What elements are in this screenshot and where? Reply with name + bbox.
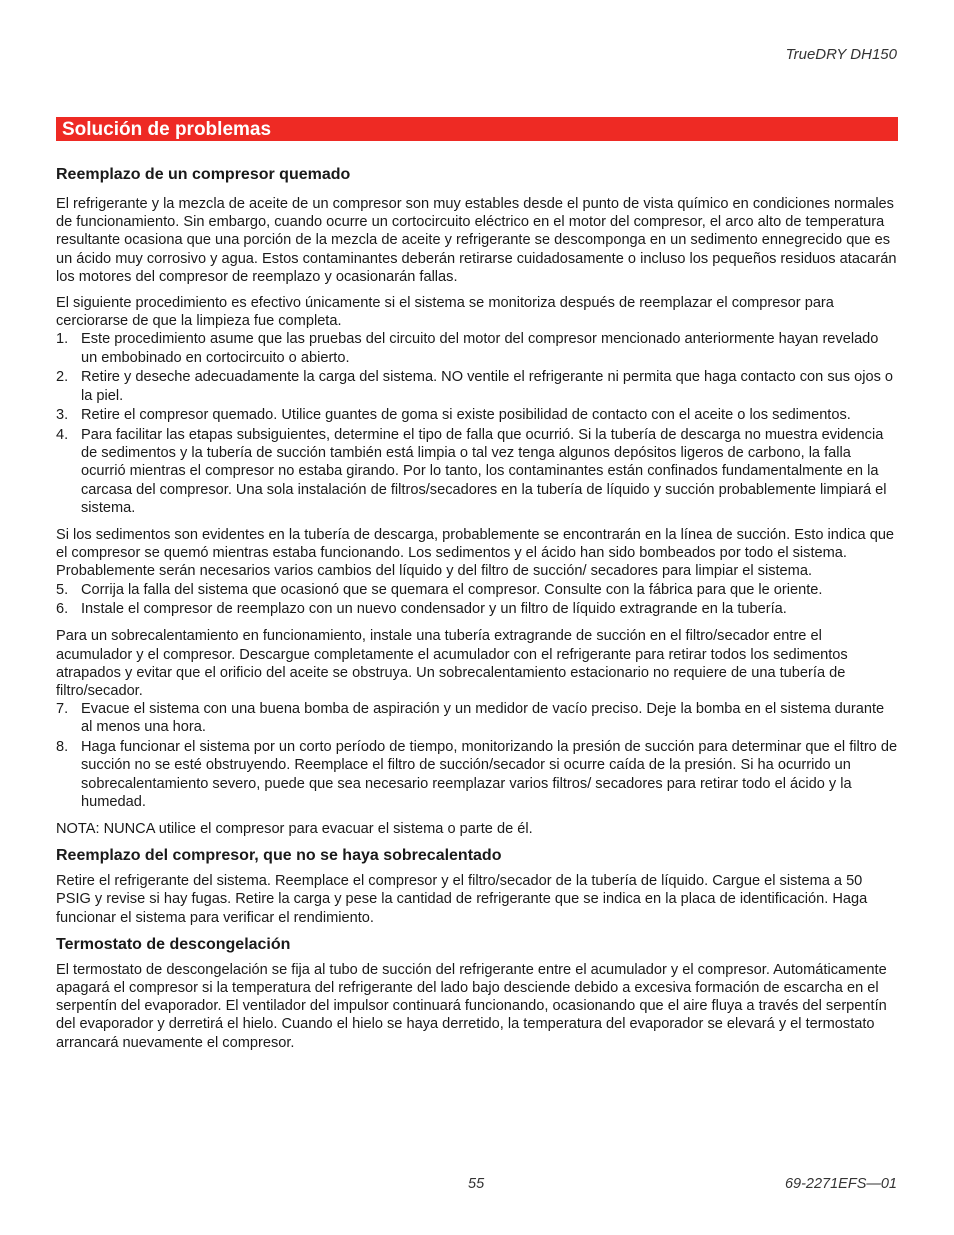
list-item	[56, 600, 898, 618]
step-number: 3.	[56, 407, 69, 424]
list-item	[56, 330, 898, 366]
list-item	[56, 406, 898, 424]
step-text: Para facilitar las etapas subsiguientes, determine el tipo de falla que ocurrió. Si la tubería de descarga no muestra evidencia de sedimentos y la tubería de succión también está limpia o tal vez tenga algunos depósitos ligeros de carbono, la falla ocurrió mientras el compresor no estaba girando. Por lo tanto, los contaminantes están confinados fundamentalmente en la carcasa del compresor. Una sola instalación de filtros/secadores en la tubería de líquido y succión probablemente limpiará el sistema.	[81, 426, 887, 516]
step-text: Corrija la falla del sistema que ocasionó que se quemara el compresor. Consulte con la fábrica para que le oriente.	[81, 581, 823, 598]
steps-list-3	[56, 700, 898, 811]
section-non-burnout	[56, 846, 898, 927]
steps-list-2	[56, 581, 898, 619]
list-item	[56, 581, 898, 599]
step-number: 6.	[56, 601, 69, 618]
steps-list-1	[56, 330, 898, 517]
step-text: Evacue el sistema con una buena bomba de aspiración y un medidor de vacío preciso. Deje la bomba en el sistema durante al menos una hora.	[81, 701, 885, 736]
step-number: 1.	[56, 331, 69, 348]
section-title-bar: Solución de problemas	[56, 117, 898, 141]
step-number: 5.	[56, 581, 69, 598]
list-item	[56, 738, 898, 811]
paragraph: Retire el refrigerante del sistema. Reemplace el compresor y el filtro/secador de la tubería de líquido. Cargue el sistema a 50 PSIG y revise si hay fugas. Retire la carga y pese la cantidad de refrigerante que se indica en la placa de identificación. Haga funcionar el sistema para verificar el rendimiento.	[56, 873, 868, 926]
step-text: Haga funcionar el sistema por un corto período de tiempo, monitorizando la presión de succión para determinar que el filtro de succión no se esté obstruyendo. Reemplace el filtro de succión/secador si ocurre caída de la presión. Si ha ocurrido un sobrecalentamiento severo, puede que sea necesario reemplazar varios filtros/ secadores para retirar todo el ácido y la humedad.	[81, 739, 898, 810]
running-header-product: TrueDRY DH150	[785, 46, 897, 63]
step-number: 7.	[56, 701, 69, 718]
paragraph: Para un sobrecalentamiento en funcionamiento, instale una tubería extragrande de succión en el filtro/secador entre el acumulador y el compresor. Descargue completamente el acumulador con el refrigerante para retirar todos los sedimentos atrapados y evitar que el orificio del aceite se obstruya. Un sobrecalentamiento estacionario no requiere de una tubería de filtro/secador.	[56, 628, 848, 700]
page-number: 55	[468, 1176, 485, 1192]
section-defrost-thermostat	[56, 935, 898, 1052]
document-number: 69-2271EFS—01	[784, 1176, 897, 1192]
list-item	[56, 700, 898, 736]
heading-non-burnout: Reemplazo del compresor, que no se haya sobrecalentado	[56, 847, 502, 865]
step-number: 4.	[56, 426, 69, 443]
step-text: Retire el compresor quemado. Utilice guantes de goma si existe posibilidad de contacto con el aceite o los sedimentos.	[81, 407, 851, 424]
paragraph: El termostato de descongelación se fija al tubo de succión del refrigerante entre el acumulador y el compresor. Automáticamente apagará el compresor si la temperatura del refrigerante del lado bajo desciende debido a excesiva formación de escarcha en el serpentín del evaporador. El ventilador del impulsor continuará funcionando, ocasionando que el aire fluya a través del serpentín del evaporador y derretirá el hielo. Cuando el hielo se haya derretido, la temperatura del evaporador se elevará y el termostato arrancará nuevamente el compresor.	[56, 961, 887, 1051]
step-text: Instale el compresor de reemplazo con un nuevo condensador y un filtro de líquido extragrande en la tubería.	[81, 601, 787, 618]
paragraph: El siguiente procedimiento es efectivo únicamente si el sistema se monitoriza después de reemplazar el compresor para cerciorarse de que la limpieza fue completa.	[56, 295, 834, 330]
heading-compressor-burnout: Reemplazo de un compresor quemado	[56, 166, 351, 183]
note: NOTA: NUNCA utilice el compresor para evacuar el sistema o parte de él.	[56, 821, 533, 837]
section-compressor-burnout	[56, 165, 898, 838]
step-text: Este procedimiento asume que las pruebas del circuito del motor del compresor mencionado anteriormente hayan revelado un embobinado en cortocircuito o abierto.	[81, 331, 879, 366]
list-item	[56, 368, 898, 404]
step-number: 8.	[56, 739, 69, 756]
paragraph: Si los sedimentos son evidentes en la tubería de descarga, probablemente se encontrarán en la línea de succión. Esto indica que el compresor se quemó mientras estaba funcionando. Los sedimentos y el ácido han sido bombeados por todo el sistema. Probablemente serán necesarios varios cambios del líquido y del filtro de succión/ secadores para limpiar el sistema.	[56, 526, 895, 580]
step-number: 2.	[56, 369, 69, 386]
heading-defrost-thermostat: Termostato de descongelación	[56, 935, 291, 953]
list-item	[56, 426, 898, 517]
main-content	[56, 165, 898, 1052]
paragraph: El refrigerante y la mezcla de aceite de un compresor son muy estables desde el punto de vista químico en condiciones normales de funcionamiento. Sin embargo, cuando ocurre un cortocircuito eléctrico en el motor del compresor, el arco alto de temperatura resultante ocasiona que una porción de la mezcla de aceite y refrigerante se descomponga en un sedimento ennegrecido que es un ácido muy corrosivo y agua. Estos contaminantes deberán retirarse cuidadosamente o incluso los pequeños residuos atacarán los motores del compresor de reemplazo y ocasionarán fallas.	[56, 196, 897, 285]
step-text: Retire y deseche adecuadamente la carga del sistema. NO ventile el refrigerante ni permita que haga contacto con sus ojos o la piel.	[81, 369, 894, 404]
